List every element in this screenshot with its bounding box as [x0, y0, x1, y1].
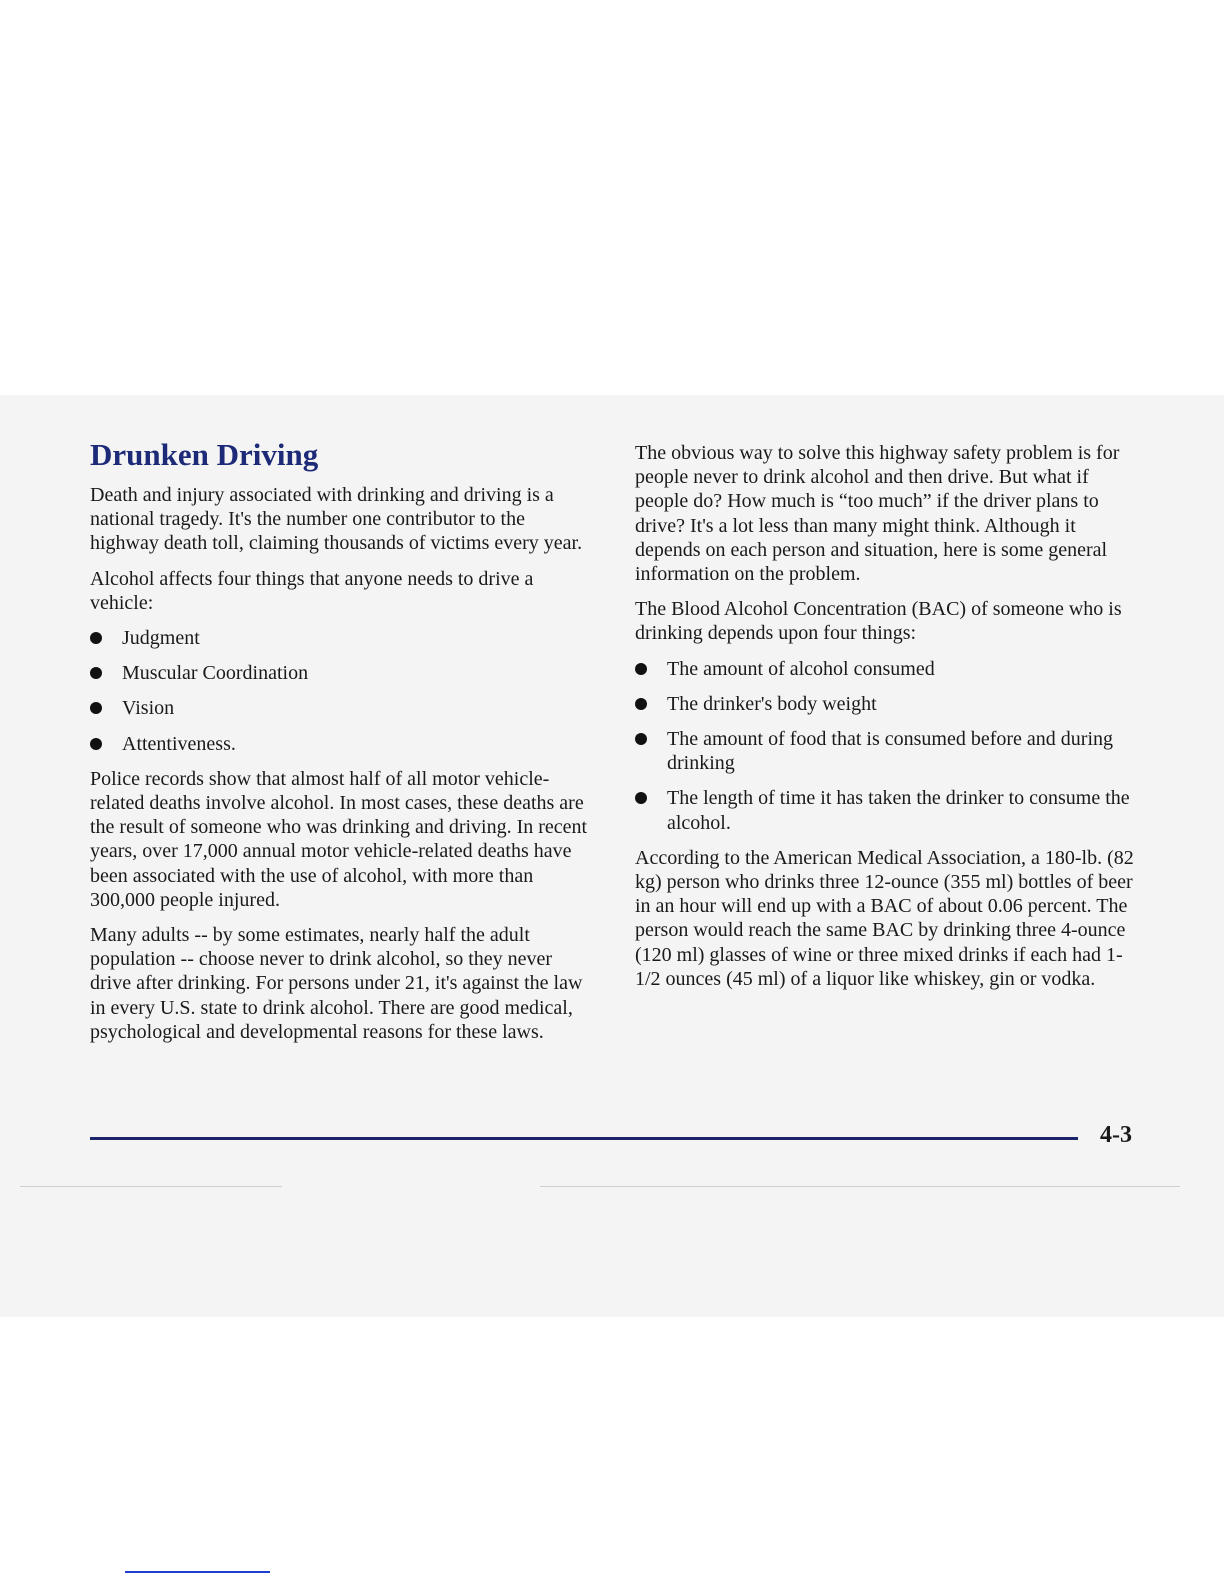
- bullet-icon: [635, 792, 647, 804]
- list-item: [635, 786, 1140, 834]
- bullet-list: [90, 626, 595, 756]
- paragraph: Alcohol affects four things that anyone needs to drive a vehicle:: [90, 567, 534, 614]
- list-item-text: The amount of food that is consumed before and during drinking: [667, 728, 1113, 775]
- list-item-text: The amount of alcohol consumed: [667, 657, 935, 680]
- divider: [125, 1571, 270, 1573]
- paragraph: The obvious way to solve this highway safety problem is for people never to drink alcohol and then drive. But what if people do? How much is “too much” if the driver plans to drive? It's a lot less than many might think. Although it depends on each person and situation, here is some general information on the problem.: [635, 442, 1120, 586]
- divider: [20, 1186, 282, 1187]
- list-item: [635, 657, 1140, 681]
- list-item: [90, 661, 595, 685]
- list-item: [90, 696, 595, 720]
- bullet-icon: [90, 667, 102, 679]
- list-item-text: Vision: [122, 697, 175, 720]
- paragraph: Death and injury associated with drinking and driving is a national tragedy. It's the number one contributor to the highway death toll, claiming thousands of victims every year.: [90, 484, 583, 555]
- list-item: [90, 732, 595, 756]
- list-item: [635, 692, 1140, 716]
- list-item: [90, 626, 595, 650]
- right-column: [635, 441, 1140, 1002]
- bullet-icon: [90, 738, 102, 750]
- bullet-icon: [90, 702, 102, 714]
- paragraph: According to the American Medical Association, a 180-lb. (82 kg) person who drinks three 12-ounce (355 ml) bottles of beer in an hour will end up with a BAC of about 0.06 percent. The person would reach the same BAC by drinking three 4-ounce (120 ml) glasses of wine or three mixed drinks if each had 1-1/2 ounces (45 ml) of a liquor like whiskey, gin or vodka.: [635, 846, 1134, 990]
- section-heading: Drunken Driving: [90, 437, 319, 472]
- paragraph: The Blood Alcohol Concentration (BAC) of someone who is drinking depends upon four things:: [635, 598, 1122, 645]
- list-item-text: Judgment: [122, 627, 200, 650]
- bullet-icon: [90, 632, 102, 644]
- bullet-list: [635, 657, 1140, 835]
- bullet-icon: [635, 698, 647, 710]
- page-number: 4-3: [1100, 1122, 1132, 1148]
- left-column: [90, 437, 595, 1055]
- list-item-text: Muscular Coordination: [122, 662, 309, 685]
- paragraph: Police records show that almost half of all motor vehicle-related deaths involve alcohol. In most cases, these deaths are the result of someone who was drinking and driving. In recent years, over 17,000 annual motor vehicle-related deaths have been associated with the use of alcohol, with more than 300,000 people injured.: [90, 767, 588, 911]
- list-item-text: The drinker's body weight: [667, 692, 877, 715]
- footer-rule: [90, 1137, 1078, 1140]
- list-item-text: Attentiveness.: [122, 732, 236, 755]
- bullet-icon: [635, 733, 647, 745]
- list-item-text: The length of time it has taken the drinker to consume the alcohol.: [667, 787, 1130, 834]
- list-item: [635, 727, 1140, 775]
- divider: [540, 1186, 1180, 1187]
- bullet-icon: [635, 663, 647, 675]
- paragraph: Many adults -- by some estimates, nearly half the adult population -- choose never to drink alcohol, so they never drive after drinking. For persons under 21, it's against the law in every U.S. state to drink alcohol. There are good medical, psychological and developmental reasons for these laws.: [90, 924, 583, 1043]
